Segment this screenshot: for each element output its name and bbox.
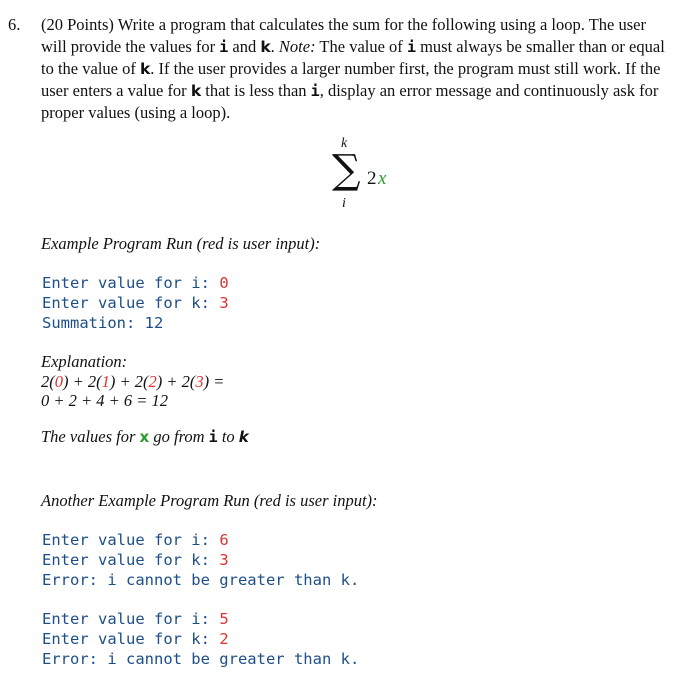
range-text: to: [217, 426, 239, 446]
expl-value: 2: [148, 371, 157, 391]
range-text: go from: [149, 426, 209, 446]
formula-coefficient: 2: [367, 168, 377, 189]
code-prompt: Enter value for i:: [42, 531, 220, 549]
code-user-input: 2: [219, 630, 229, 648]
summation-formula: [332, 136, 412, 226]
question-text-part: The value of: [315, 37, 407, 56]
expl-value: 3: [195, 371, 204, 391]
question-number: 6.: [8, 15, 21, 34]
example1-code: [42, 273, 229, 333]
example1-heading: Example Program Run (red is user input):: [41, 234, 321, 253]
code-line: [42, 649, 359, 669]
code-prompt: Enter value for k:: [42, 551, 220, 569]
explanation-line1: [41, 372, 249, 392]
code-user-input: 6: [219, 531, 229, 549]
expl-part: ) + 2(: [156, 371, 196, 391]
explanation-label: Explanation:: [41, 352, 128, 371]
var-k: k: [139, 60, 151, 78]
expl-value: 0: [54, 371, 63, 391]
question-text-part: .: [270, 37, 279, 56]
question-text-part: , display an error message and continuously ask for proper values (using a loop).: [41, 81, 659, 122]
formula-variable: x: [378, 168, 387, 189]
question-text-part: Write a program that calculates the sum for the following using a loop. The user will provide the values for: [41, 15, 646, 56]
range-var-i: i: [208, 427, 218, 446]
code-user-input: 5: [219, 610, 229, 628]
code-user-input: 3: [219, 551, 229, 569]
code-line: [42, 550, 359, 570]
question-text-part: must always be smaller than or equal to the value of: [41, 37, 665, 78]
range-note: [41, 427, 249, 448]
sigma-symbol: ∑: [332, 147, 361, 193]
question-text-part: that is less than: [201, 81, 311, 100]
code-line: [42, 530, 359, 550]
example2-code-block1: [42, 530, 359, 590]
code-prompt: Enter value for i:: [42, 274, 220, 292]
code-prompt: Enter value for k:: [42, 630, 220, 648]
range-var-k: k: [238, 427, 249, 446]
expl-part: ) =: [203, 371, 225, 391]
range-var-x: x: [139, 427, 150, 446]
code-line: [42, 629, 359, 649]
code-line: [42, 313, 229, 333]
code-user-input: 3: [219, 294, 229, 312]
question-text-part: . If the user provides a larger number first, the program must still work. If the user enters a value for: [41, 59, 661, 100]
var-k: k: [260, 38, 271, 56]
expl-part: ) + 2(: [63, 371, 102, 391]
formula-lower-limit: i: [342, 196, 346, 211]
code-line: [42, 570, 359, 590]
note-label: Note:: [278, 37, 316, 56]
code-line: [42, 273, 229, 293]
code-prompt: Enter value for k:: [42, 294, 220, 312]
expl-part: ) + 2(: [109, 371, 149, 391]
code-error: Error: i cannot be greater than k.: [42, 571, 360, 589]
expl-part: 2(: [41, 371, 55, 391]
code-error: Error: i cannot be greater than k.: [42, 650, 360, 668]
explanation-line2: 0 + 2 + 4 + 6 = 12: [41, 391, 169, 410]
question-text: [41, 14, 673, 124]
code-line: [42, 293, 229, 313]
expl-value: 1: [101, 371, 110, 391]
example2-heading: Another Example Program Run (red is user input):: [41, 491, 378, 510]
question-points: (20 Points): [41, 15, 114, 34]
var-k: k: [190, 82, 202, 100]
var-i: i: [310, 82, 320, 100]
code-output: Summation: 12: [42, 314, 164, 332]
question-text-part: and: [228, 37, 261, 56]
code-prompt: Enter value for i:: [42, 610, 220, 628]
formula-upper-limit: k: [341, 136, 348, 151]
code-user-input: 0: [219, 274, 229, 292]
var-i: i: [219, 38, 229, 56]
var-i: i: [406, 38, 416, 56]
code-line: [42, 609, 359, 629]
explanation: [41, 352, 249, 447]
range-text: The values for: [41, 426, 140, 446]
example2-code-block2: [42, 609, 359, 669]
